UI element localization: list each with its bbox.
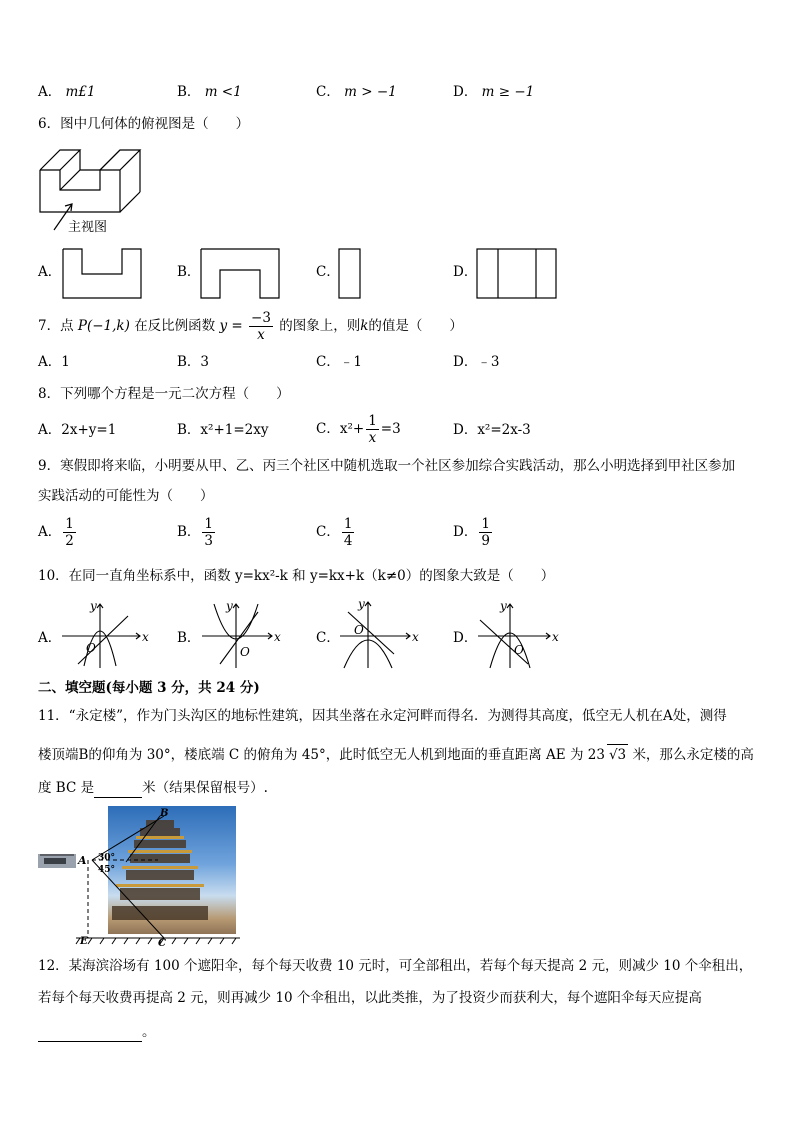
q9-option-a: A． $\frac{1}{2}$: [38, 516, 74, 549]
q5-option-c: C． m > −1: [316, 84, 397, 100]
q7-stem: 7．点 P(−1,k) 在反比例函数 y = $\frac{-3}{x}$ 的图象上，则k的值是（ ）: [38, 310, 463, 343]
q10-option-a-letter: A．: [38, 630, 62, 646]
q6-stem: 6．图中几何体的俯视图是（ ）: [38, 116, 250, 132]
svg-text:E: E: [80, 936, 88, 946]
q10-option-c-graph: [338, 598, 428, 670]
q9-line2: 实践活动的可能性为（ ）: [38, 488, 214, 504]
q7-option-d: D．﹣3: [453, 354, 500, 370]
svg-text:y: y: [500, 599, 507, 613]
q8-option-b: B．x²+1=2xy: [177, 422, 269, 438]
q9-option-d: D． $\frac{1}{9}$: [453, 516, 490, 549]
q9-line1: 9．寒假即将来临，小明要从甲、乙、丙三个社区中随机选取一个社区参加综合实践活动，那么小明选择到甲社区参加: [38, 458, 736, 474]
q5-option-d: D． m ≥ −1: [453, 84, 535, 100]
svg-text:x: x: [412, 630, 419, 644]
q10-option-b-graph: [200, 598, 290, 670]
svg-text:O: O: [514, 643, 524, 657]
q10-option-a-graph: [60, 598, 150, 670]
svg-text:A: A: [78, 854, 87, 867]
q5-option-b: B． m <1: [177, 84, 242, 100]
q7-option-b: B．3: [177, 354, 210, 370]
q6-front-view-label: 主视图: [68, 220, 108, 235]
q10-stem: 10．在同一直角坐标系中，函数 y=kx²-k 和 y=kx+k（k≠0）的图象大致是（ ）: [38, 568, 555, 584]
q9-option-b: B． $\frac{1}{3}$: [177, 516, 214, 549]
svg-text:x: x: [142, 630, 149, 644]
q10-option-d-graph: [476, 598, 566, 670]
q10-option-d-letter: D．: [453, 630, 478, 646]
svg-text:x: x: [552, 630, 559, 644]
q7-option-c: C．﹣1: [316, 354, 362, 370]
q8-stem: 8．下列哪个方程是一元二次方程（ ）: [38, 386, 290, 402]
svg-text:y: y: [90, 599, 97, 613]
section2-heading: 二、填空题(每小题 3 分，共 24 分): [38, 680, 260, 696]
q10-option-c-letter: C．: [316, 630, 340, 646]
q6-option-a-figure: [62, 248, 142, 300]
q6-option-a-letter: A．: [38, 264, 62, 280]
svg-text:B: B: [160, 808, 169, 819]
svg-text:O: O: [240, 645, 250, 659]
q6-option-c-letter: C．: [316, 264, 340, 280]
q12-line1: 12．某海滨浴场有 100 个遮阳伞，每个每天收费 10 元时，可全部租出，若每个每天提高 2 元，则减少 10 个伞租出，: [38, 958, 753, 974]
q11-line1: 11．“永定楼”，作为门头沟区的地标性建筑，因其坐落在永定河畔而得名．为测得其高度，低空无人机在A处，测得: [38, 708, 727, 724]
svg-text:C: C: [158, 938, 166, 946]
q6-option-c-figure: [338, 248, 362, 300]
q11-line3: 度 BC 是 米（结果保留根号）.: [38, 780, 268, 796]
q12-line3: 。: [38, 1022, 156, 1042]
svg-text:45°: 45°: [98, 865, 116, 875]
q10-option-b-letter: B．: [177, 630, 201, 646]
drone-icon: [38, 854, 76, 868]
q5-option-a: A． m£1: [38, 84, 96, 100]
q7-option-a: A．1: [38, 354, 70, 370]
svg-text:y: y: [358, 598, 365, 611]
q9-option-c: C． $\frac{1}{4}$: [316, 516, 353, 549]
q11-figure: [36, 800, 246, 946]
q11-line2: 楼顶端B的仰角为 30°，楼底端 C 的俯角为 45°，此时低空无人机到地面的垂直距离 AE 为 23 √3 米，那么永定楼的高: [38, 744, 754, 765]
svg-text:30°: 30°: [98, 853, 116, 863]
svg-text:O: O: [354, 623, 364, 637]
q8-option-c: C．x²+ $\frac{1}{x}$ =3: [316, 413, 401, 446]
q8-option-a: A．2x+y=1: [38, 422, 117, 438]
svg-text:O: O: [86, 641, 96, 655]
svg-text:x: x: [274, 630, 281, 644]
svg-text:y: y: [226, 599, 233, 613]
q8-option-d: D．x²=2x-3: [453, 422, 531, 438]
q6-option-b-letter: B．: [177, 264, 201, 280]
q6-option-d-letter: D．: [453, 264, 478, 280]
q6-option-b-figure: [200, 248, 280, 300]
q6-option-d-figure: [476, 248, 558, 300]
q12-line2: 若每个每天收费再提高 2 元，则再减少 10 个伞租出，以此类推，为了投资少而获利大，每个遮阳伞每天应提高: [38, 990, 702, 1006]
